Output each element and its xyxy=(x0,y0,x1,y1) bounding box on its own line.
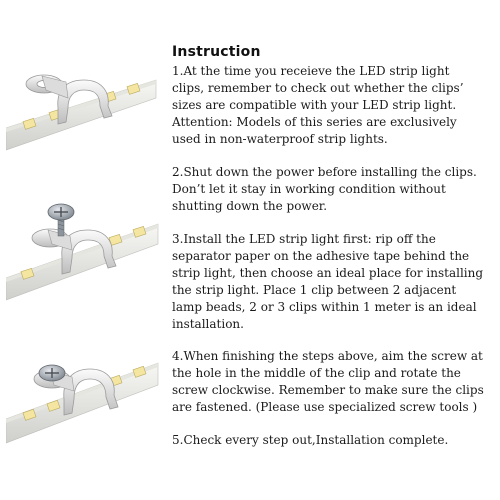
step-line: 2.Shut down the power before installing the clips. xyxy=(172,165,477,179)
step-line: are fastened. (Please use specialized screw tools ) xyxy=(172,400,478,414)
step-line: the strip light. Place 1 clip between 2 adjacent xyxy=(172,283,457,297)
step-line: the hole in the middle of the clip and rotate the xyxy=(172,366,461,380)
step-line: 1.At the time you receieve the LED strip light xyxy=(172,64,450,78)
instruction-step-3 xyxy=(172,231,494,333)
step-line: shutting down the power. xyxy=(172,199,328,213)
clip-with-screw-photo xyxy=(6,200,164,310)
clip-fastened-photo xyxy=(6,335,164,450)
step-line: Attention: Models of this series are exclusively xyxy=(172,115,457,129)
instruction-step-4 xyxy=(172,348,494,416)
step-line: screw clockwise. Remember to make sure the clips xyxy=(172,383,484,397)
instruction-step-1 xyxy=(172,63,494,148)
step-line: 3.Install the LED strip light first: rip off the xyxy=(172,232,436,246)
step-line: installation. xyxy=(172,317,244,331)
step-line: 5.Check every step out,Installation complete. xyxy=(172,433,449,447)
step-line: clips, remember to check out whether the clips’ xyxy=(172,81,464,95)
step-line: strip light, then choose an ideal place for installing xyxy=(172,266,484,280)
instruction-title: Instruction xyxy=(172,44,261,60)
step-line: 4.When finishing the steps above, aim the screw at xyxy=(172,349,483,363)
led-strip-clip-photo xyxy=(6,58,164,158)
step-line: used in non-waterproof strip lights. xyxy=(172,132,388,146)
instruction-step-2 xyxy=(172,164,494,215)
step-line: sizes are compatible with your LED strip light. xyxy=(172,98,457,112)
instruction-step-5 xyxy=(172,432,494,449)
step-line: lamp beads, 2 or 3 clips within 1 meter is an ideal xyxy=(172,300,477,314)
step-line: Don’t let it stay in working condition without xyxy=(172,182,446,196)
step-line: separator paper on the adhesive tape behind the xyxy=(172,249,470,263)
